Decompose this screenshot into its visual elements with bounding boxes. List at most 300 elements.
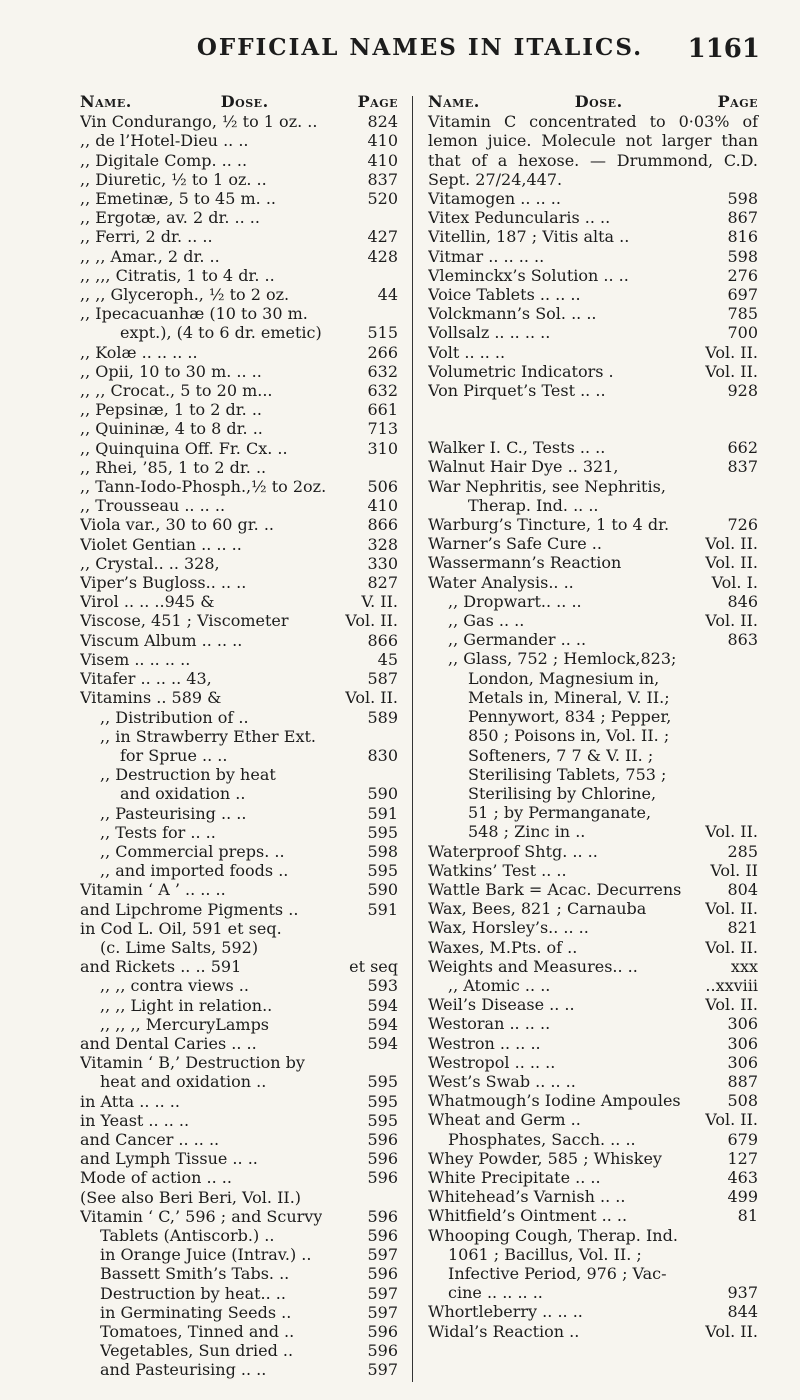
index-entry <box>80 611 398 630</box>
entry-name: ,, Dropwart.. .. .. <box>448 591 582 611</box>
index-entry <box>428 1283 758 1302</box>
index-entry <box>428 938 758 957</box>
index-entry <box>428 1110 758 1129</box>
index-entry <box>428 1053 758 1072</box>
entry-name: ,, Pasteurising .. .. <box>100 803 247 823</box>
entry-name: Vitamogen .. .. .. <box>428 189 561 209</box>
left-entry-list <box>80 112 398 1379</box>
entry-name: Tomatoes, Tinned and .. <box>100 1322 295 1341</box>
entry-page: 596 <box>367 1322 398 1341</box>
index-entry <box>80 419 398 438</box>
entry-page: Vol. II <box>710 860 758 880</box>
index-entry <box>428 381 758 400</box>
index-entry <box>428 1322 758 1341</box>
running-head <box>80 34 760 70</box>
entry-name: Westropol .. .. .. <box>428 1052 556 1072</box>
entry-name: Viola var., 30 to 60 gr. .. <box>80 515 275 535</box>
entry-name: Wassermann’s Reaction <box>428 553 622 573</box>
entry-name: ,, Tann-Iodo-Phosph.,½ to 2oz. <box>80 477 327 497</box>
index-entry <box>80 458 398 477</box>
entry-page: 597 <box>367 1302 398 1322</box>
entry-page: Vol. II. <box>705 822 758 842</box>
entry-name: in Yeast .. .. .. <box>80 1110 190 1130</box>
entry-page: 595 <box>367 861 398 881</box>
entry-name: Vleminckx’s Solution .. .. <box>428 265 629 285</box>
index-entry <box>80 842 398 861</box>
entry-name: Vitamins .. 589 & <box>80 688 222 708</box>
index-entry <box>80 247 398 266</box>
entry-page: 804 <box>727 879 758 899</box>
index-entry <box>80 131 398 150</box>
index-entry <box>80 515 398 534</box>
index-entry <box>80 727 398 746</box>
entry-name: Waxes, M.Pts. of .. <box>428 937 578 957</box>
entry-page: 595 <box>367 1110 398 1130</box>
entry-page: 726 <box>727 515 758 535</box>
entry-name: Wax, Bees, 821 ; Carnauba <box>428 899 647 919</box>
entry-name: ,, Diuretic, ½ to 1 oz. .. <box>80 169 267 189</box>
entry-name: ,, Atomic .. .. <box>448 975 551 995</box>
entry-page: 593 <box>367 976 398 996</box>
entry-name: Viscum Album .. .. .. <box>80 630 243 650</box>
index-entry <box>428 438 758 457</box>
index-entry <box>428 1168 758 1187</box>
entry-name: ,, Digitale Comp. .. .. <box>80 150 248 170</box>
entry-page: 591 <box>367 899 398 919</box>
entry-page: 594 <box>367 1033 398 1053</box>
entry-page: 595 <box>367 1091 398 1111</box>
entry-page: 590 <box>367 880 398 900</box>
index-entry <box>80 1264 398 1283</box>
index-entry <box>80 804 398 823</box>
index-entry <box>80 554 398 573</box>
entry-page: 508 <box>727 1091 758 1111</box>
entry-name: ,, ,, Crocat., 5 to 20 m... <box>80 381 273 401</box>
index-entry <box>428 285 758 304</box>
right-entry-list-w <box>428 438 758 1341</box>
entry-page: 713 <box>367 419 398 439</box>
entry-page: 428 <box>367 246 398 266</box>
index-entry <box>80 266 398 285</box>
index-entry <box>80 477 398 496</box>
index-entry <box>428 899 758 918</box>
index-entry <box>80 1072 398 1091</box>
index-entry <box>80 1130 398 1149</box>
index-entry <box>428 553 758 572</box>
entry-name: Wheat and Germ .. <box>428 1110 581 1130</box>
entry-page: 589 <box>367 707 398 727</box>
entry-name: ,, de l’Hotel-Dieu .. .. <box>80 131 249 151</box>
vitamin-c-note: Vitamin C concentrated to 0·03% of lemon juice. Molecule not larger than that of a hexose. — Drummond, C.D. Sept. 27/24,447. <box>428 112 758 189</box>
entry-name: Sterilising Tablets, 753 ; <box>468 764 667 784</box>
entry-page: 697 <box>727 285 758 305</box>
index-entry <box>80 208 398 227</box>
entry-name: ,, Destruction by heat <box>100 765 276 785</box>
index-entry <box>428 649 758 668</box>
entry-page: 266 <box>367 342 398 362</box>
entry-name: ,, Germander .. .. <box>448 630 587 650</box>
entry-page: 928 <box>727 381 758 401</box>
entry-name: Wax, Horsley’s.. .. .. <box>428 918 589 938</box>
entry-name: ,, Commercial preps. .. <box>100 841 285 861</box>
entry-page: 410 <box>367 131 398 151</box>
entry-name: ,, Quininæ, 4 to 8 dr. .. <box>80 419 263 439</box>
entry-page: 410 <box>367 496 398 516</box>
entry-page: Vol. II. <box>705 361 758 381</box>
entry-name: and Dental Caries .. .. <box>80 1033 257 1053</box>
index-entry <box>428 842 758 861</box>
entry-page: 846 <box>727 591 758 611</box>
index-entry <box>80 746 398 765</box>
entry-name: ,, ,, contra views .. <box>100 976 249 996</box>
entry-page: 866 <box>367 515 398 535</box>
entry-page: Vol. II. <box>705 995 758 1015</box>
index-entry <box>428 496 758 515</box>
dose-header: Dose. <box>574 92 623 111</box>
index-entry <box>80 1207 398 1226</box>
entry-page: 827 <box>367 573 398 593</box>
entry-name: Vitmar .. .. .. .. <box>428 246 545 266</box>
index-entry <box>428 861 758 880</box>
entry-page: Vol. II. <box>345 688 398 708</box>
index-entry <box>428 1130 758 1149</box>
index-entry <box>80 1034 398 1053</box>
entry-name: Infective Period, 976 ; Vac- <box>448 1263 667 1283</box>
index-entry <box>428 1149 758 1168</box>
entry-page: 597 <box>367 1360 398 1380</box>
entry-name: Warburg’s Tincture, 1 to 4 dr. <box>428 515 670 535</box>
entry-name: Vollsalz .. .. .. .. <box>428 323 551 343</box>
entry-name: Visem .. .. .. .. <box>80 649 191 669</box>
entry-name: Whitehead’s Varnish .. .. <box>428 1187 626 1207</box>
entry-page: 598 <box>727 189 758 209</box>
entry-name: and Pasteurising .. .. <box>100 1360 267 1380</box>
entry-name: in Orange Juice (Intrav.) .. <box>100 1245 312 1265</box>
index-entry <box>80 1303 398 1322</box>
index-entry <box>80 1015 398 1034</box>
right-column <box>428 92 758 1341</box>
entry-name: (See also Beri Beri, Vol. II.) <box>80 1187 302 1207</box>
entry-page: 596 <box>367 1264 398 1284</box>
entry-name: Sterilising by Chlorine, <box>468 783 657 803</box>
index-entry <box>80 919 398 938</box>
entry-page: 837 <box>367 169 398 189</box>
entry-page: 837 <box>727 457 758 477</box>
entry-page: 824 <box>367 112 398 132</box>
index-entry <box>80 1341 398 1360</box>
index-entry <box>428 266 758 285</box>
index-entry <box>80 938 398 957</box>
dose-header: Dose. <box>220 92 269 111</box>
entry-name: Mode of action .. .. <box>80 1168 232 1188</box>
index-entry <box>428 630 758 649</box>
index-entry <box>428 515 758 534</box>
entry-page: 596 <box>367 1225 398 1245</box>
index-entry <box>80 535 398 554</box>
index-entry <box>80 592 398 611</box>
entry-page: 594 <box>367 1014 398 1034</box>
entry-name: (c. Lime Salts, 592) <box>100 937 259 957</box>
index-entry <box>80 650 398 669</box>
entry-page: 590 <box>367 784 398 804</box>
entry-name: Viper’s Bugloss.. .. .. <box>80 573 247 593</box>
index-entry <box>80 343 398 362</box>
entry-name: Virol .. .. ..945 & <box>80 592 215 612</box>
entry-page: 597 <box>367 1245 398 1265</box>
entry-page: 306 <box>727 1033 758 1053</box>
index-entry <box>80 996 398 1015</box>
entry-page: 81 <box>737 1206 758 1226</box>
index-entry <box>80 112 398 131</box>
page-title: OFFICIAL NAMES IN ITALICS. <box>196 34 644 61</box>
entry-name: in Cod L. Oil, 591 et seq. <box>80 918 282 938</box>
index-entry <box>428 1187 758 1206</box>
index-entry <box>428 1206 758 1225</box>
index-entry <box>80 1284 398 1303</box>
entry-page: 867 <box>727 208 758 228</box>
entry-name: ,, in Strawberry Ether Ext. <box>100 726 317 746</box>
entry-page: 596 <box>367 1168 398 1188</box>
index-entry <box>428 803 758 822</box>
index-entry <box>80 823 398 842</box>
entry-name: Weil’s Disease .. .. <box>428 995 575 1015</box>
entry-name: Whortleberry .. .. .. <box>428 1302 583 1322</box>
entry-page: 632 <box>367 361 398 381</box>
entry-page: 306 <box>727 1014 758 1034</box>
entry-page: 520 <box>367 189 398 209</box>
entry-page: 44 <box>377 285 398 305</box>
entry-name: London, Magnesium in, <box>468 668 660 688</box>
entry-name: Whitfield’s Ointment .. .. <box>428 1206 628 1226</box>
index-entry <box>428 323 758 342</box>
entry-name: Phosphates, Sacch. .. .. <box>448 1129 636 1149</box>
index-entry <box>428 822 758 841</box>
index-entry <box>428 1264 758 1283</box>
index-entry <box>428 208 758 227</box>
entry-page: 596 <box>367 1341 398 1361</box>
entry-name: cine .. .. .. .. <box>448 1283 543 1303</box>
index-entry <box>80 170 398 189</box>
entry-name: Waterproof Shtg. .. .. <box>428 841 598 861</box>
entry-page: 515 <box>367 323 398 343</box>
index-entry <box>428 1034 758 1053</box>
entry-name: ,, Ergotæ, av. 2 dr. .. .. <box>80 208 260 228</box>
entry-name: Destruction by heat.. .. <box>100 1283 286 1303</box>
entry-page: 310 <box>367 438 398 458</box>
index-entry <box>80 957 398 976</box>
index-entry <box>428 534 758 553</box>
index-entry <box>80 323 398 342</box>
right-column-header <box>428 92 758 111</box>
entry-name: Vitamin ‘ B,’ Destruction by <box>80 1053 305 1073</box>
entry-page: 598 <box>367 841 398 861</box>
entry-name: and Rickets .. .. 591 <box>80 957 242 977</box>
index-entry <box>80 880 398 899</box>
entry-page: 328 <box>367 534 398 554</box>
entry-name: Vitamin ‘ C,’ 596 ; and Scurvy <box>80 1206 323 1226</box>
entry-name: Softeners, 7 7 & V. II. ; <box>468 745 654 765</box>
index-entry <box>428 688 758 707</box>
name-header: Name. <box>428 92 480 111</box>
entry-name: Widal’s Reaction .. <box>428 1321 580 1341</box>
index-entry <box>80 861 398 880</box>
entry-name: expt.), (4 to 6 dr. emetic) <box>120 323 322 343</box>
index-entry <box>80 708 398 727</box>
index-entry <box>80 976 398 995</box>
index-entry <box>80 631 398 650</box>
index-entry <box>428 1302 758 1321</box>
index-entry <box>428 457 758 476</box>
entry-page: 679 <box>727 1129 758 1149</box>
entry-page: 844 <box>727 1302 758 1322</box>
index-entry <box>428 362 758 381</box>
entry-name: Bassett Smith’s Tabs. .. <box>100 1264 290 1284</box>
entry-page: ..xxviii <box>705 975 758 995</box>
entry-page: V. II. <box>361 592 398 612</box>
right-entry-list-v <box>428 189 758 400</box>
entry-page: 816 <box>727 227 758 247</box>
entry-name: ,, ,, ,, MercuryLamps <box>100 1014 270 1034</box>
entry-name: Vitamin ‘ A ’ .. .. .. <box>80 880 226 900</box>
entry-name: War Nephritis, see Nephritis, <box>428 476 666 496</box>
index-entry <box>428 957 758 976</box>
entry-name: ,, Rhei, ’85, 1 to 2 dr. .. <box>80 457 267 477</box>
index-entry <box>428 227 758 246</box>
entry-page: 632 <box>367 381 398 401</box>
index-entry <box>80 151 398 170</box>
entry-page: 866 <box>367 630 398 650</box>
name-header: Name. <box>80 92 132 111</box>
entry-page: Vol. II. <box>705 937 758 957</box>
entry-name: ,, Ipecacuanhæ (10 to 30 m. <box>80 304 308 324</box>
index-entry <box>428 304 758 323</box>
entry-name: ,, Quinquina Off. Fr. Cx. .. <box>80 438 288 458</box>
page-header: Page <box>357 92 398 111</box>
index-entry <box>80 900 398 919</box>
entry-name: ,, Glass, 752 ; Hemlock,823; <box>448 649 677 669</box>
entry-page: 306 <box>727 1052 758 1072</box>
entry-name: and Lipchrome Pigments .. <box>80 899 299 919</box>
entry-page: Vol. II. <box>705 1110 758 1130</box>
index-entry <box>80 227 398 246</box>
index-entry <box>80 1168 398 1187</box>
index-entry <box>80 1111 398 1130</box>
entry-name: ,, ,, Light in relation.. <box>100 995 273 1015</box>
index-entry <box>428 1014 758 1033</box>
index-entry <box>428 765 758 784</box>
index-entry <box>80 304 398 323</box>
index-entry <box>428 880 758 899</box>
entry-page: 887 <box>727 1071 758 1091</box>
index-entry <box>428 477 758 496</box>
index-entry <box>428 918 758 937</box>
column-divider <box>412 96 413 1382</box>
entry-name: and Lymph Tissue .. .. <box>80 1149 258 1169</box>
index-entry <box>80 362 398 381</box>
index-entry <box>428 669 758 688</box>
entry-page: 830 <box>367 745 398 765</box>
entry-name: Voice Tablets .. .. .. <box>428 285 581 305</box>
entry-name: Walnut Hair Dye .. 321, <box>428 457 619 477</box>
entry-name: ,, and imported foods .. <box>100 861 289 881</box>
index-entry <box>428 189 758 208</box>
entry-name: Water Analysis.. .. <box>428 572 574 592</box>
entry-name: for Sprue .. .. <box>120 745 228 765</box>
left-column <box>80 92 398 1380</box>
entry-page: 785 <box>727 304 758 324</box>
entry-page: Vol. II. <box>705 534 758 554</box>
entry-name: ,, ,,, Citratis, 1 to 4 dr. .. <box>80 265 275 285</box>
entry-page: 463 <box>727 1167 758 1187</box>
entry-name: Vitellin, 187 ; Vitis alta .. <box>428 227 630 247</box>
index-entry <box>428 247 758 266</box>
entry-name: Wattle Bark = Acac. Decurrens <box>428 879 682 899</box>
index-entry <box>80 1092 398 1111</box>
entry-name: Vin Condurango, ½ to 1 oz. .. <box>80 112 318 132</box>
entry-page: 662 <box>727 438 758 458</box>
page-header: Page <box>717 92 758 111</box>
entry-name: 1061 ; Bacillus, Vol. II. ; <box>448 1244 642 1264</box>
entry-page: Vol. II. <box>705 553 758 573</box>
entry-page: 330 <box>367 553 398 573</box>
index-entry <box>80 1322 398 1341</box>
index-entry <box>80 688 398 707</box>
entry-name: ,, Distribution of .. <box>100 707 249 727</box>
entry-page: Vol. I. <box>711 572 758 592</box>
entry-name: Violet Gentian .. .. .. <box>80 534 242 554</box>
entry-name: in Atta .. .. .. <box>80 1091 180 1111</box>
index-entry <box>80 1226 398 1245</box>
index-entry <box>80 1245 398 1264</box>
entry-page: 595 <box>367 1072 398 1092</box>
index-entry <box>80 1149 398 1168</box>
entry-name: ,, Opii, 10 to 30 m. .. .. <box>80 361 262 381</box>
entry-page: Vol. II. <box>705 611 758 631</box>
entry-page: 276 <box>727 265 758 285</box>
entry-page: 596 <box>367 1129 398 1149</box>
entry-name: ,, Emetinæ, 5 to 45 m. .. <box>80 189 277 209</box>
entry-page: 587 <box>367 669 398 689</box>
index-entry <box>428 573 758 592</box>
entry-name: Pennywort, 834 ; Pepper, <box>468 707 672 727</box>
entry-page: 591 <box>367 803 398 823</box>
entry-name: White Precipitate .. .. <box>428 1167 601 1187</box>
entry-page: Vol. II. <box>705 342 758 362</box>
index-entry <box>80 400 398 419</box>
entry-name: Viscose, 451 ; Viscometer <box>80 611 289 631</box>
index-entry <box>428 1226 758 1245</box>
entry-page: et seq <box>349 957 398 977</box>
index-entry <box>80 784 398 803</box>
entry-page: 594 <box>367 995 398 1015</box>
entry-page: Vol. II. <box>705 1321 758 1341</box>
entry-name: ,, Tests for .. .. <box>100 822 216 842</box>
index-entry <box>428 726 758 745</box>
entry-name: Whooping Cough, Therap. Ind. <box>428 1225 678 1245</box>
index-entry <box>80 765 398 784</box>
entry-name: Whey Powder, 585 ; Whiskey <box>428 1148 662 1168</box>
index-entry <box>428 592 758 611</box>
index-entry <box>80 189 398 208</box>
entry-page: 596 <box>367 1149 398 1169</box>
index-entry <box>80 1188 398 1207</box>
entry-page: 937 <box>727 1283 758 1303</box>
entry-name: ,, ,, Amar., 2 dr. .. <box>80 246 220 266</box>
entry-name: ,, ,, Glyceroph., ½ to 2 oz. <box>80 285 290 305</box>
entry-page: Vol. II. <box>705 899 758 919</box>
index-entry <box>428 784 758 803</box>
left-column-header <box>80 92 398 111</box>
